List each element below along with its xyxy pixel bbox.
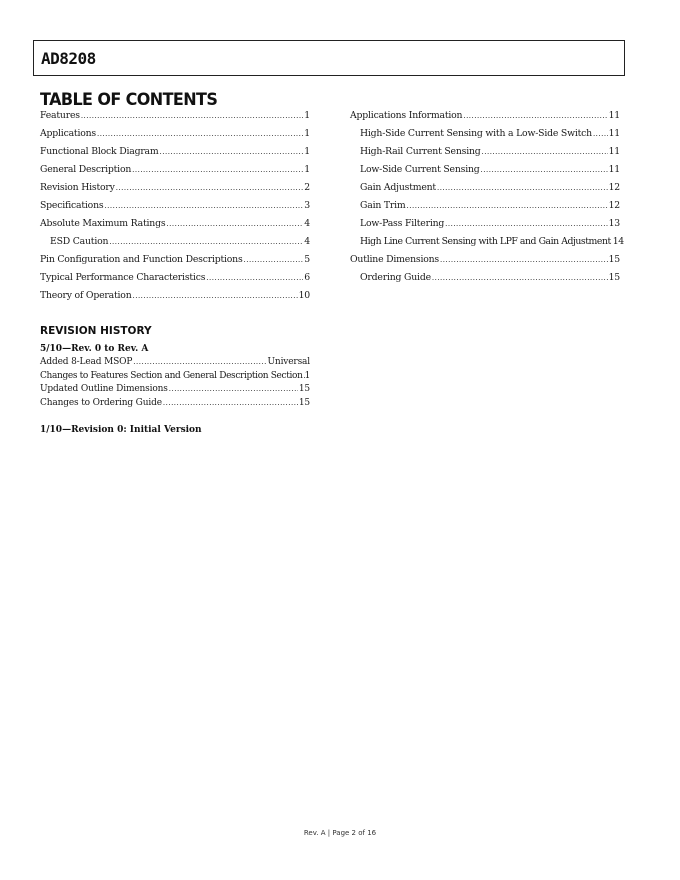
toc-entry[interactable]: Applications ..... 1 [40, 128, 310, 146]
toc-left-column [40, 110, 310, 308]
toc-entry[interactable]: Absolute Maximum Ratings ..... 4 [40, 218, 310, 236]
toc-entry[interactable]: Outline Dimensions ..... 15 [350, 254, 620, 272]
toc-entry[interactable]: High-Side Current Sensing with a Low-Side Switch ..... 11 [350, 128, 620, 146]
toc-right-column [350, 110, 624, 290]
toc-entry[interactable]: High-Rail Current Sensing ..... 11 [350, 146, 620, 164]
toc-entry[interactable]: Functional Block Diagram ..... 1 [40, 146, 310, 164]
toc-entry[interactable]: Features ..... 1 [40, 110, 310, 128]
toc-entry[interactable]: Ordering Guide ..... 15 [350, 272, 620, 290]
toc-entry[interactable]: Typical Performance Characteristics ..... 6 [40, 272, 310, 290]
revision-change: Changes to Features Section and General Description Section ..... 1 [40, 371, 310, 385]
revision-change: Updated Outline Dimensions ..... 15 [40, 384, 310, 398]
toc-title: TABLE OF CONTENTS [40, 89, 218, 110]
part-number: AD8208 [41, 49, 96, 68]
toc-entry[interactable]: ESD Caution ..... 4 [40, 236, 310, 254]
toc-entry[interactable]: Specifications ..... 3 [40, 200, 310, 218]
revision-change: Changes to Ordering Guide ..... 15 [40, 398, 310, 412]
toc-entry[interactable]: Low-Side Current Sensing ..... 11 [350, 164, 620, 182]
header-box [33, 40, 625, 76]
toc-entry[interactable]: General Description ..... 1 [40, 164, 310, 182]
toc-entry[interactable]: Gain Trim ..... 12 [350, 200, 620, 218]
toc-entry[interactable]: Low-Pass Filtering ..... 13 [350, 218, 620, 236]
revision-history-heading: REVISION HISTORY [40, 325, 152, 337]
revision-title: 1/10—Revision 0: Initial Version [40, 425, 202, 435]
revision-block [40, 425, 310, 438]
toc-entry[interactable]: Pin Configuration and Function Descriptions ..... 5 [40, 254, 310, 272]
toc-entry[interactable]: High Line Current Sensing with LPF and Gain Adjustment 14 [360, 236, 624, 247]
revision-change: Added 8-Lead MSOP ..... Universal [40, 357, 310, 371]
toc-entry[interactable]: Gain Adjustment ..... 12 [350, 182, 620, 200]
revision-title: 5/10—Rev. 0 to Rev. A [40, 344, 149, 354]
revision-block [40, 344, 310, 411]
toc-entry[interactable]: Theory of Operation ..... 10 [40, 290, 310, 308]
toc-entry[interactable]: Revision History ..... 2 [40, 182, 310, 200]
page-footer: Rev. A | Page 2 of 16 [303, 829, 377, 837]
toc-entry[interactable]: Applications Information ..... 11 [350, 110, 620, 128]
